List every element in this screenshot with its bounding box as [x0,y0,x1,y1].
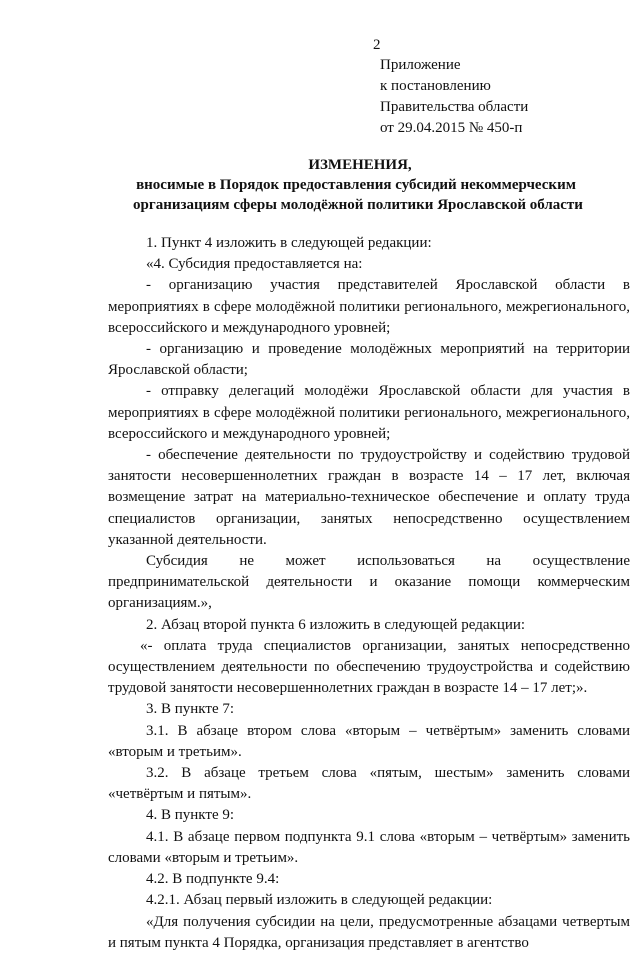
appendix-line: от 29.04.2015 № 450-п [380,120,523,136]
paragraph: 3. В пункте 7: [146,701,235,718]
title-heading: ИЗМЕНЕНИЯ, [308,157,412,173]
paragraph: - обеспечение деятельности по трудоустройству и содействию трудовой занятости несовершеннолетних граждан в возрасте 14 – 17 лет, включая возмещение затрат на материально-техническое обеспечение и оплату труда специалистов организации, занятых непосредственно осуществлением указанной деятельности. [108,447,630,548]
paragraph: 3.1. В абзаце втором слова «вторым – четвёртым» заменить словами «вторым и третьим». [108,722,630,760]
paragraph: - организацию участия представителей Ярославской области в мероприятиях в сфере молодёжной политики регионального, межрегионального, всероссийского и международного уровней; [108,277,630,336]
appendix-line: Правительства области [380,99,529,115]
paragraph: 3.2. В абзаце третьем слова «пятым, шестым» заменить словами «четвёртым и пятым». [108,765,630,803]
paragraph: 2. Абзац второй пункта 6 изложить в следующей редакции: [146,616,526,633]
appendix-line: Приложение [380,57,461,73]
paragraph: «Для получения субсидии на цели, предусмотренные абзацами четвертым и пятым пункта 4 Порядка, организация представляет в агентство [108,913,630,951]
appendix-line: к постановлению [380,78,491,94]
paragraph: 1. Пункт 4 изложить в следующей редакции: [146,235,432,251]
page-number: 2 [373,37,381,53]
appendix-block [380,55,528,139]
document-title [0,155,640,215]
paragraph: 4.2. В подпункте 9.4: [146,871,280,888]
paragraph: - организацию и проведение молодёжных мероприятий на территории Ярославской области; [108,341,630,379]
title-line: организациям сферы молодёжной политики Ярославской области [133,197,583,213]
paragraph: 4.1. В абзаце первом подпункта 9.1 слова «вторым – четвёртым» заменить словами «вторым и третьим». [108,828,630,866]
paragraph: 4.2.1. Абзац первый изложить в следующей редакции: [146,892,493,909]
paragraph: «- оплата труда специалистов организации, занятых непосредственно осуществлением деятельности по обеспечению трудоустройства и содействию трудовой занятости несовершеннолетних граждан в возрасте 14 – 17 лет;». [108,637,630,697]
paragraph: - отправку делегаций молодёжи Ярославской области для участия в мероприятиях в сфере молодёжной политики регионального, межрегионального, всероссийского и международного уровней; [108,383,630,442]
paragraph: 4. В пункте 9: [146,807,235,824]
title-line: вносимые в Порядок предоставления субсидий некоммерческим [136,177,576,193]
document-body [108,233,630,954]
paragraph: «4. Субсидия предоставляется на: [146,256,363,273]
paragraph: Субсидия не может использоваться на осуществление предпринимательской деятельности и оказание помощи коммерческим организациям.», [108,553,630,612]
